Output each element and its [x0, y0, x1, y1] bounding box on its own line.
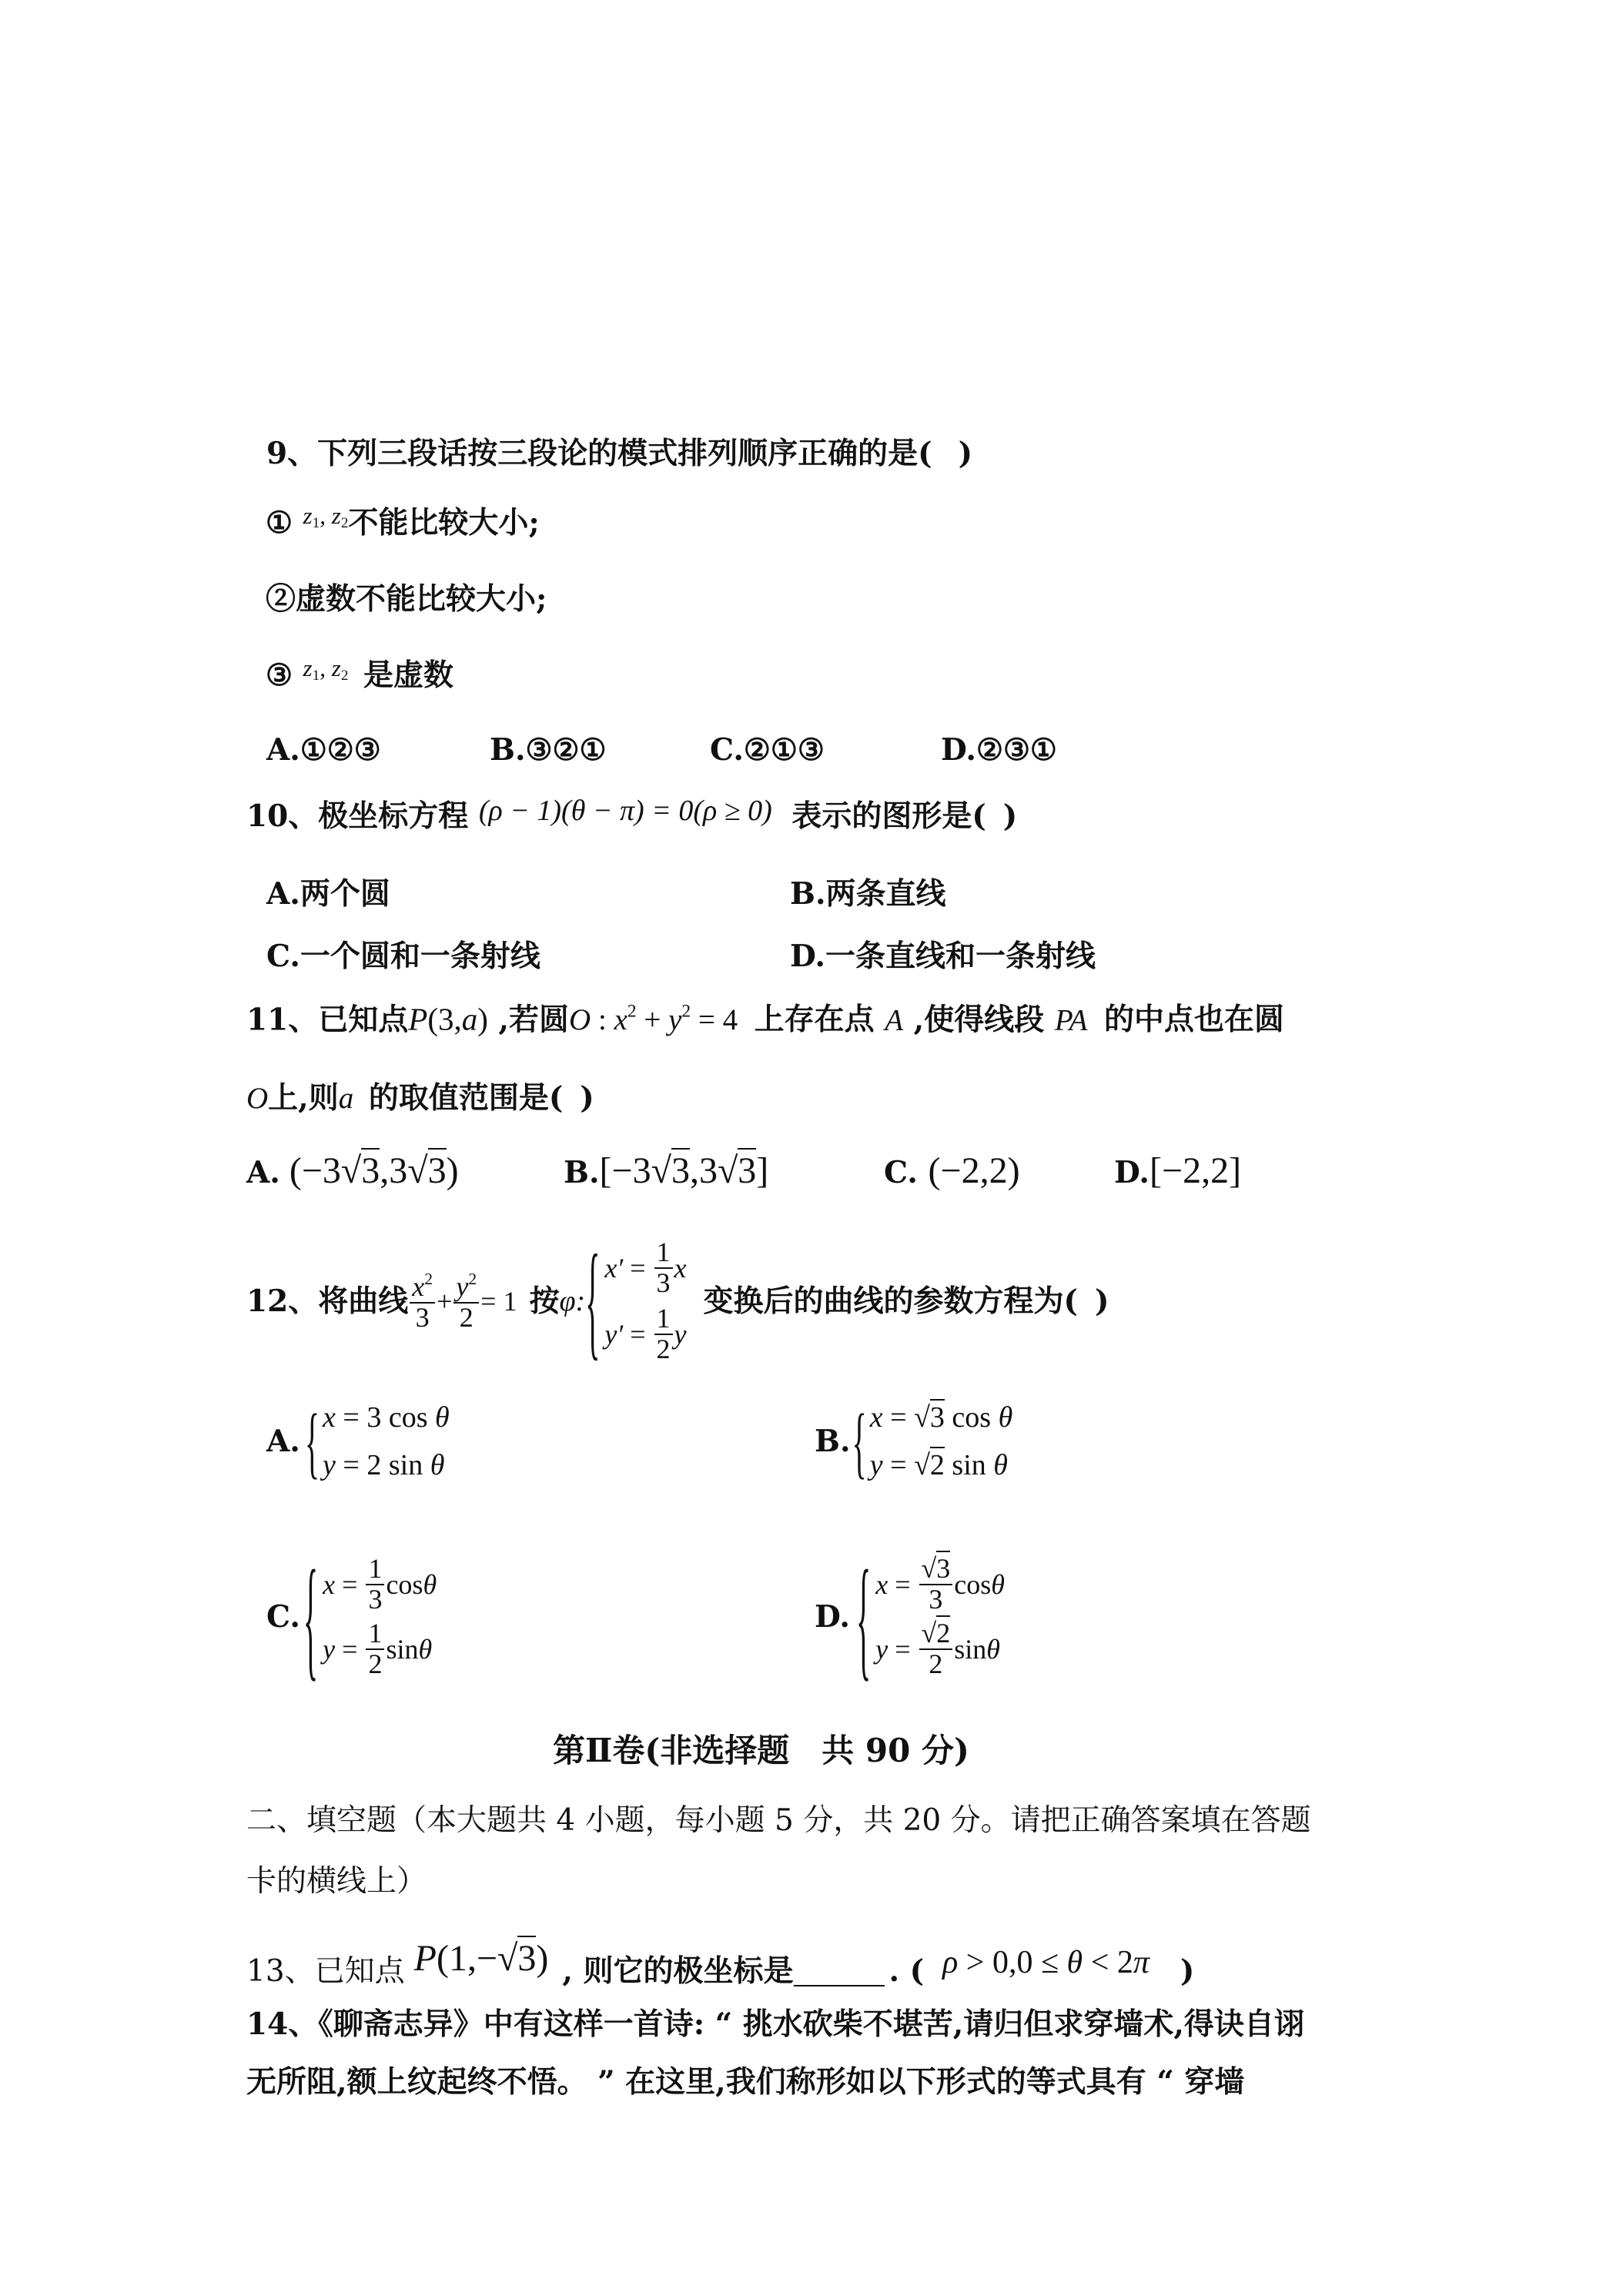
q11-option-b: B.[−3√3,3√3]	[564, 1153, 768, 1190]
q10-equation: (ρ − 1)(θ − π) = 0(ρ ≥ 0)	[478, 795, 772, 827]
q14-line1: 14、《聊斋志异》中有这样一首诗: “ 挑水砍柴不堪苦,请归但求穿墙术,得诀自诩	[246, 2006, 1304, 2042]
q9-s1-vars: z1, z2	[303, 502, 349, 531]
q12-stem: 12、将曲线 $\frac{x^2}{3}$ + $\frac{y^2}{2}$ = 1 按 φ: { x′ = $\frac{1}{3}$ x y′ = $\frac{1}{2}$ y 变换后的曲线的参数方程为( )	[246, 1227, 1109, 1373]
q9-statement-2: ②虚数不能比较大小;	[266, 581, 547, 617]
q9-option-c: C.②①③	[710, 732, 825, 768]
q11-option-c: C. (−2,2)	[884, 1150, 1020, 1191]
section2-heading-line1: 二、填空题（本大题共 4 小题，每小题 5 分，共 20 分。请把正确答案填在答题	[246, 1803, 1311, 1838]
q11-stem-line2: O上,则a 的取值范围是( )	[246, 1080, 594, 1116]
q11-option-d: D.[−2,2]	[1114, 1150, 1242, 1191]
q12-option-b: B. { x = √3 cos θ y = √2 sin θ	[815, 1396, 1013, 1487]
q9-statement-3: ③ $^{z_1, z_2}$ 是虚数	[266, 654, 454, 693]
q9-option-d: D.②③①	[941, 732, 1057, 768]
q12-option-c: C. { x = $\frac{1}{3}$ cos θ y = $\frac{1}{2}$ sin θ	[266, 1541, 437, 1693]
q10-option-d: D.一条直线和一条射线	[790, 939, 1096, 974]
q12-transform-system: { x′ = $\frac{1}{3}$ x y′ = $\frac{1}{2}$ y	[585, 1227, 687, 1373]
q13-condition: ρ > 0,0 ≤ θ < 2π	[942, 1945, 1149, 1980]
q10-option-a: A.两个圆	[266, 876, 390, 912]
q12-frac-y: $\frac{y^2}{2}$	[453, 1270, 479, 1333]
q11-option-a: A. (−3√3,3√3)	[246, 1153, 459, 1190]
q9-statement-1: ① $^{z_1, z_2}$不能比较大小;	[266, 502, 540, 541]
q10-option-b: B.两条直线	[790, 876, 946, 912]
part2-title: 第Ⅱ卷(非选择题 共 90 分)	[553, 1732, 969, 1769]
q10-option-c: C.一个圆和一条射线	[266, 939, 540, 974]
q13-point: P(1,−√3)	[414, 1940, 549, 1977]
q14-line2: 无所阻,额上纹起终不悟。 ” 在这里,我们称形如以下形式的等式具有 “ 穿墙	[246, 2064, 1245, 2100]
q11-point: P(3,a)	[408, 1001, 488, 1037]
q10-stem: 10、极坐标方程 (ρ − 1)(θ − π) = 0(ρ ≥ 0) 表示的图形是( )	[246, 795, 1018, 834]
q12-option-a: A. { x = 3 cos θ y = 2 sin θ	[266, 1396, 450, 1487]
q13-stem: 13、已知点 P(1,−√3) , 则它的极坐标是 . ( ρ > 0,0 ≤ θ < 2π )	[246, 1933, 1194, 1986]
q12-option-d: D. { x = $\frac{√3}{3}$ cos θ y = $\frac{√2}{2}$ sin θ	[815, 1541, 1005, 1693]
q9-stem: 9、下列三段话按三段论的模式排列顺序正确的是( )	[266, 436, 973, 471]
q13-answer-blank[interactable]	[794, 1983, 885, 1986]
q11-circle: O : $x^2 + y^2 = 4$	[569, 1002, 738, 1037]
q11-stem-line1: 11、已知点P(3,a) ,若圆O : $x^2 + y^2 = 4$ 上存在点 A ,使得线段 PA 的中点也在圆	[246, 1001, 1285, 1038]
q9-option-b: B.③②①	[490, 732, 607, 768]
q12-frac-x: $\frac{x^2}{3}$	[410, 1270, 435, 1333]
q9-option-a: A.①②③	[266, 732, 381, 768]
section2-heading-line2: 卡的横线上）	[246, 1864, 427, 1899]
q9-s3-vars: z1, z2	[303, 654, 349, 684]
